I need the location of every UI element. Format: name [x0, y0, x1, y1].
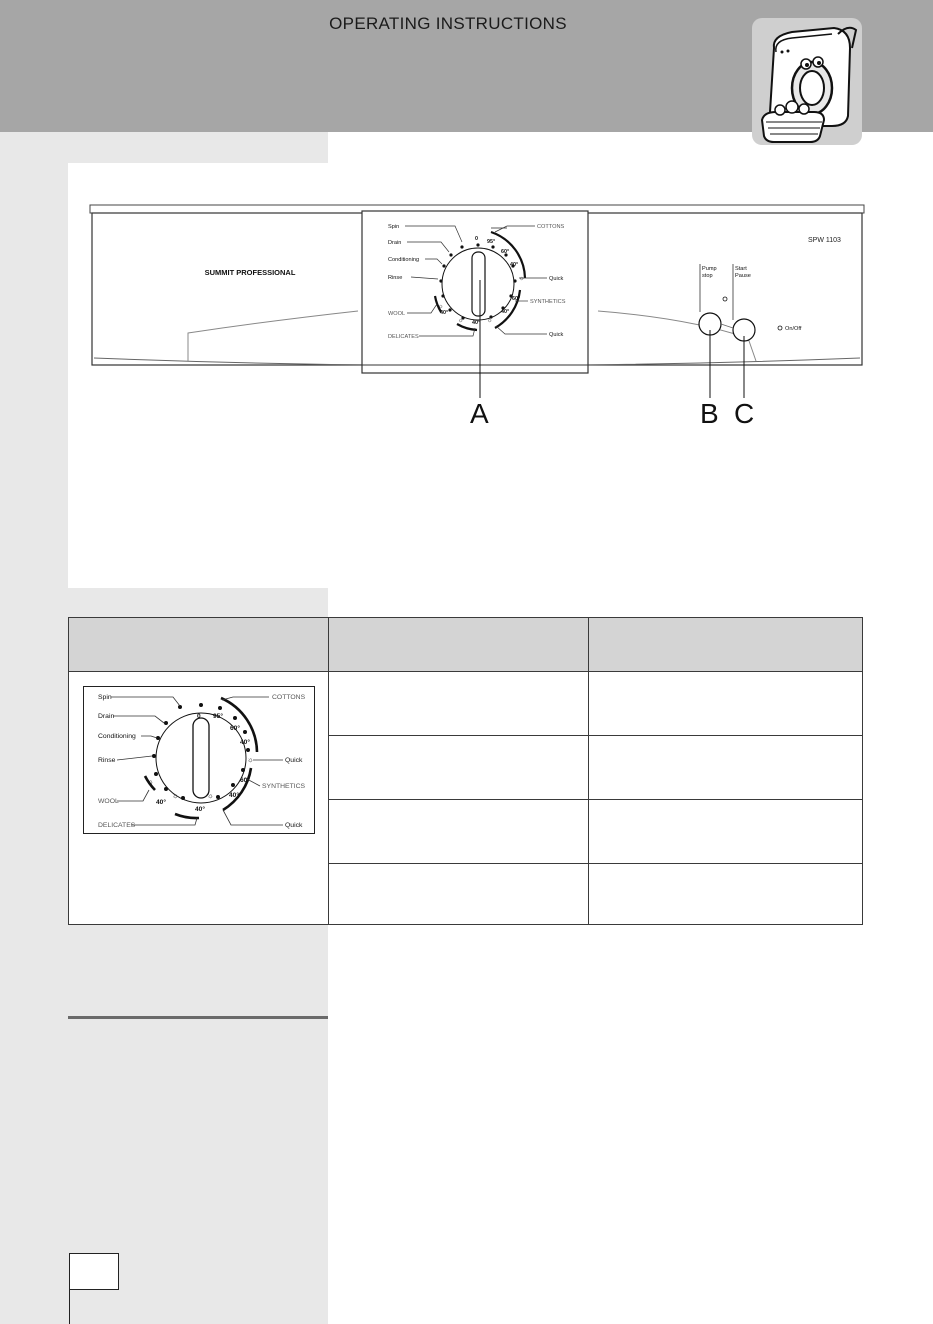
dial-mark-40: 40° — [510, 262, 519, 268]
pump-stop-label-2: stop — [702, 273, 713, 279]
dial-label-synthetics: SYNTHETICS — [530, 299, 566, 305]
table-dial-mark-60-synth: 60° — [240, 777, 250, 784]
onoff-label: On/Off — [785, 326, 802, 332]
callout-c: C — [734, 398, 755, 429]
svg-text:☼: ☼ — [207, 791, 214, 800]
dial-mark-60: 60° — [501, 249, 510, 255]
table-dial-mark-95: 95° — [213, 713, 223, 720]
table-dial-label-wool: WOOL — [98, 798, 119, 805]
dial-label-quick-2: Quick — [549, 332, 564, 338]
table-dial-mark-0: 0 — [197, 713, 201, 720]
table-dial-figure — [83, 686, 315, 834]
table-dial-label-quick-1: Quick — [285, 757, 303, 764]
table-dial-label-synthetics: SYNTHETICS — [262, 783, 306, 790]
start-pause-label-2: Pause — [735, 273, 751, 279]
dial-mark-40-wool: 40° — [440, 310, 449, 316]
dial-mark-0: 0 — [475, 236, 478, 242]
table-dial-label-quick-2: Quick — [285, 822, 303, 829]
svg-text:☼: ☼ — [147, 777, 154, 786]
pump-stop-label-1: Pump — [702, 266, 717, 272]
svg-text:☼: ☼ — [247, 755, 254, 764]
callout-b: B — [700, 398, 719, 429]
washing-machine-mascot — [752, 18, 862, 145]
svg-text:☼: ☼ — [519, 276, 525, 282]
dial-label-conditioning: Conditioning — [388, 257, 420, 263]
dial-label-quick-1: Quick — [549, 276, 564, 282]
start-pause-label-1: Start — [735, 266, 747, 272]
dial-label-cottons: COTTONS — [537, 224, 565, 230]
callout-a: A — [470, 398, 489, 429]
table-header-cell-3 — [589, 618, 862, 672]
table-header-cell-1 — [69, 618, 328, 672]
table-dial-mark-60: 60° — [230, 725, 240, 732]
dial-mark-40-delicates: 40° — [472, 320, 481, 326]
dial-label-delicates: DELICATES — [388, 334, 419, 340]
table-dial-mark-40: 40° — [240, 739, 250, 746]
table-dial-mark-40-synth: 40° — [229, 792, 239, 799]
table-dial-label-spin: Spin — [98, 694, 112, 701]
onoff-indicator-icon — [778, 326, 782, 330]
table-dial-label-conditioning: Conditioning — [98, 733, 136, 740]
model-label: SPW 1103 — [808, 237, 841, 244]
mascot-icon — [752, 18, 862, 145]
svg-text:☼: ☼ — [458, 318, 464, 324]
brand-label: SUMMIT PROFESSIONAL — [204, 268, 296, 277]
svg-text:☼: ☼ — [172, 791, 179, 800]
page-number-stem — [69, 1290, 70, 1324]
page-number-box — [69, 1253, 119, 1290]
table-dial-label-drain: Drain — [98, 713, 115, 720]
callout-lines — [470, 280, 760, 400]
svg-text:☼: ☼ — [438, 304, 444, 310]
table-dial-mark-40-delicates: 40° — [195, 806, 205, 813]
svg-text:☼: ☼ — [487, 318, 493, 324]
dial-label-wool: WOOL — [388, 311, 406, 317]
dial-mark-95: 95° — [487, 239, 496, 245]
dial-label-rinse: Rinse — [388, 275, 403, 281]
section-divider — [68, 1016, 328, 1019]
table-dial-label-delicates: DELICATES — [98, 822, 136, 829]
dial-label-spin: Spin — [388, 224, 400, 230]
table-dial-mark-40-wool: 40° — [156, 799, 166, 806]
dial-mark-40-synth: 40° — [501, 309, 510, 315]
page-title: OPERATING INSTRUCTIONS — [329, 14, 567, 33]
table-dial-label-cottons: COTTONS — [272, 694, 306, 701]
dial-label-drain: Drain — [388, 240, 402, 246]
table-header-cell-2 — [329, 618, 588, 672]
table-dial-label-rinse: Rinse — [98, 757, 116, 764]
dial-mark-60-synth: 60° — [512, 296, 521, 302]
